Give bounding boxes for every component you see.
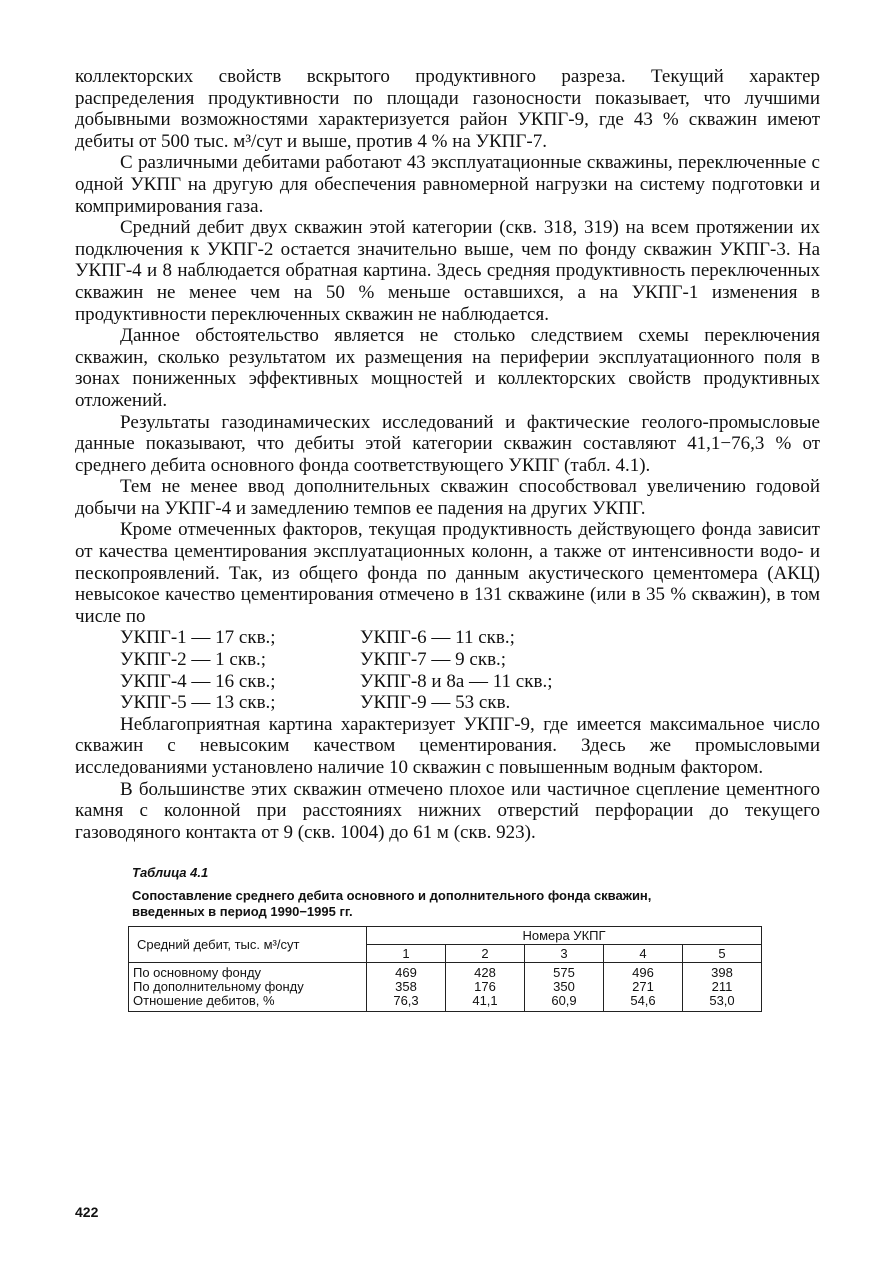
table-title: Сопоставление среднего дебита основного и дополнительного фонда скважин, введенных в период 1990−1995 гг. — [132, 888, 652, 920]
table-cell: 358 — [395, 979, 417, 995]
wells-list-item: УКПГ-5 — 13 скв.; — [120, 692, 276, 714]
table-cell: 575 — [553, 965, 575, 981]
wells-list — [120, 627, 820, 713]
table-row-label: По дополнительному фонду — [133, 979, 304, 995]
paragraph: В большинстве этих скважин отмечено плохое или частичное сцепление цементного камня с колонной при расстояниях нижних отверстий перфорации до текущего газоводяного контакта от 9 (скв. 1004) до 61 м (скв. 923). — [75, 778, 820, 843]
table-column-values — [683, 963, 762, 1012]
table-header-row — [129, 927, 762, 945]
table-cell: 54,6 — [630, 993, 656, 1009]
table-column-values — [525, 963, 604, 1012]
table-header-group: Номера УКПГ — [367, 927, 762, 945]
table-cell: 41,1 — [472, 993, 498, 1009]
table-cell: 469 — [395, 965, 417, 981]
table-row-label: По основному фонду — [133, 965, 262, 981]
wells-list-item: УКПГ-1 — 17 скв.; — [120, 627, 276, 649]
table-column-values — [367, 963, 446, 1012]
table-column-header: 1 — [367, 945, 446, 963]
wells-list-item: УКПГ-6 — 11 скв.; — [360, 627, 515, 649]
table-column-header: 4 — [604, 945, 683, 963]
data-table — [128, 926, 762, 1012]
paragraph: Кроме отмеченных факторов, текущая продуктивность действующего фонда зависит от качества цементирования эксплуатационных колонн, а также от интенсивности водо- и пескопроявлений. Так, из общего фонда по данным акустического цементомера (АКЦ) невысокое качество цементирования отмечено в 131 скважине (или в 35 % скважин), в том числе по — [75, 519, 820, 627]
table-cell: 271 — [632, 979, 654, 995]
table-cell: 53,0 — [709, 993, 735, 1009]
table-header-left: Средний дебит, тыс. м³/сут — [129, 927, 367, 963]
paragraph: Средний дебит двух скважин этой категории (скв. 318, 319) на всем протяжении их подключения к УКПГ-2 остается значительно выше, чем по фонду скважин УКПГ-3. На УКПГ-4 и 8 наблюдается обратная картина. Здесь средняя продуктивность переключенных скважин не менее чем на 50 % меньше оставшихся, а на УКПГ-1 изменения в продуктивности переключенных скважин не наблюдается. — [75, 217, 820, 325]
table-cell: 350 — [553, 979, 575, 995]
table-cell: 496 — [632, 965, 654, 981]
table-cell: 176 — [474, 979, 496, 995]
table-column-header: 3 — [525, 945, 604, 963]
table-column-header: 5 — [683, 945, 762, 963]
table-cell: 398 — [711, 965, 733, 981]
page-number: 422 — [75, 1204, 99, 1220]
wells-list-item: УКПГ-4 — 16 скв.; — [120, 670, 276, 692]
paragraph: Тем не менее ввод дополнительных скважин способствовал увеличению годовой добычи на УКПГ-4 и замедлению темпов ее падения на других УКПГ. — [75, 476, 820, 519]
table-cell: 60,9 — [551, 993, 577, 1009]
paragraph: коллекторских свойств вскрытого продуктивного разреза. Текущий характер распределения продуктивности по площади газоносности показывает, что лучшими добывными возможностями характеризуется район УКПГ-9, где 43 % скважин имеют дебиты от 500 тыс. м³/сут и выше, против 4 % на УКПГ-7. — [75, 66, 820, 152]
wells-list-item: УКПГ-7 — 9 скв.; — [360, 649, 507, 671]
table-cell: 428 — [474, 965, 496, 981]
table-cell: 211 — [711, 979, 733, 995]
table-column-values — [604, 963, 683, 1012]
table-row-labels — [129, 963, 367, 1012]
table-cell: 76,3 — [393, 993, 419, 1009]
table-column-header: 2 — [446, 945, 525, 963]
table-column-values — [446, 963, 525, 1012]
table-body-row — [129, 963, 762, 1012]
table-row-label: Отношение дебитов, % — [133, 993, 275, 1009]
page-body — [75, 66, 820, 1012]
paragraph: С различными дебитами работают 43 эксплуатационные скважины, переключенные с одной УКПГ на другую для обеспечения равномерной нагрузки на систему подготовки и компримирования газа. — [75, 152, 820, 217]
paragraph: Результаты газодинамических исследований и фактические геолого-промысловые данные показывают, что дебиты этой категории скважин составляют 41,1−76,3 % от среднего дебита основного фонда соответствующего УКПГ (табл. 4.1). — [75, 411, 820, 476]
table-caption: Таблица 4.1 — [132, 865, 209, 881]
wells-list-item: УКПГ-2 — 1 скв.; — [120, 649, 267, 671]
paragraph: Данное обстоятельство является не столько следствием схемы переключения скважин, сколько результатом их размещения на периферии эксплуатационного поля в зонах пониженных эффективных мощностей и коллекторских свойств продуктивных отложений. — [75, 325, 820, 411]
wells-list-item: УКПГ-8 и 8а — 11 скв.; — [360, 670, 553, 692]
paragraph: Неблагоприятная картина характеризует УКПГ-9, где имеется максимальное число скважин с невысоким качеством цементирования. Здесь же промысловыми исследованиями установлено наличие 10 скважин с повышенным водным фактором. — [75, 713, 820, 778]
wells-list-item: УКПГ-9 — 53 скв. — [360, 692, 511, 714]
